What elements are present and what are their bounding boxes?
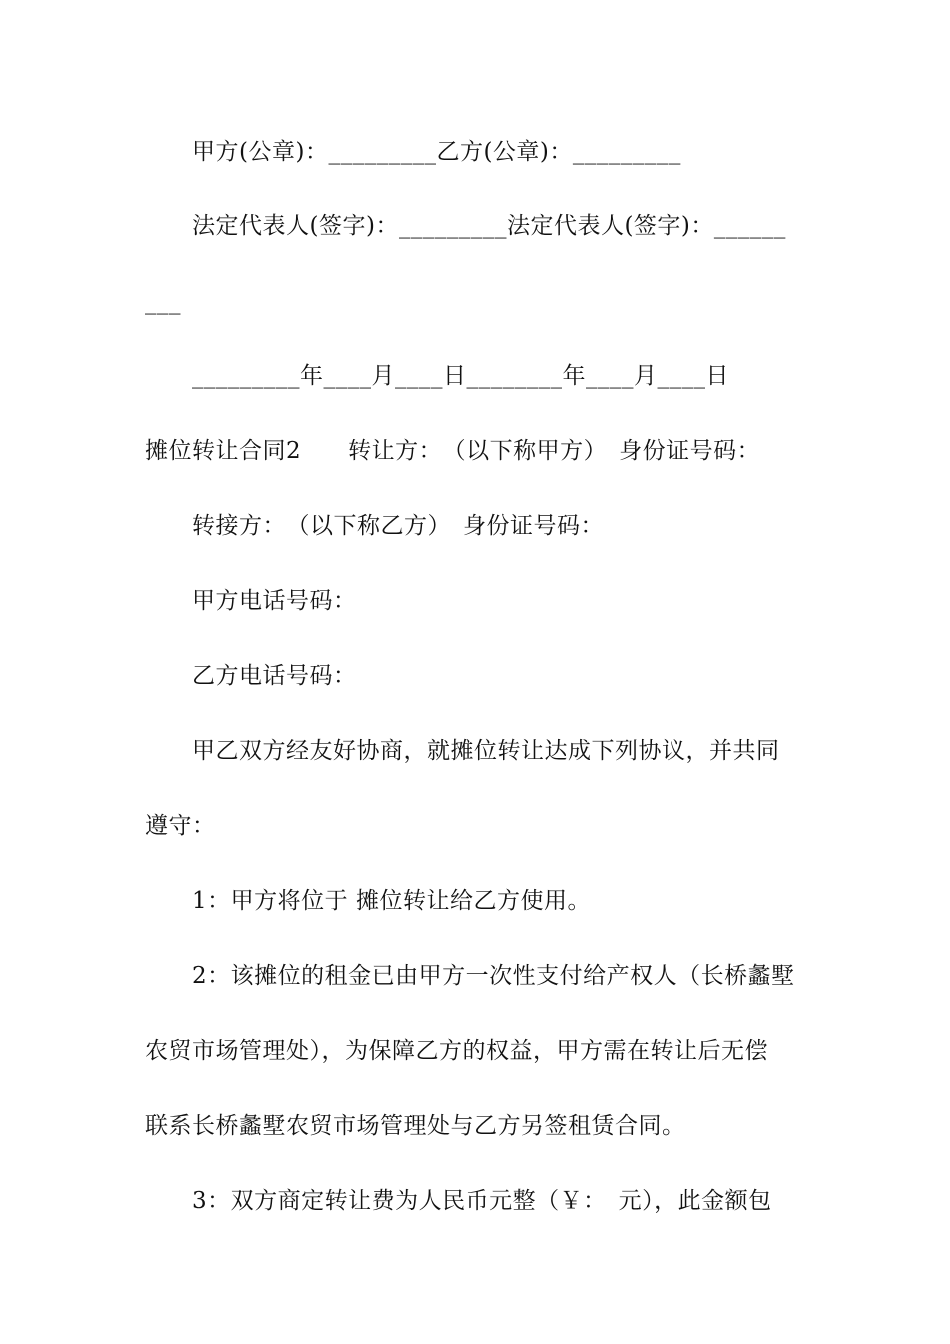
clause-2-line-1: 2：该摊位的租金已由甲方一次性支付给产权人（长桥蠡墅 — [192, 963, 795, 989]
transferee-line: 转接方： （以下称乙方） 身份证号码： — [192, 513, 604, 539]
agreement-intro-continuation: 遵守： — [145, 813, 216, 839]
party-a-phone-line: 甲方电话号码： — [192, 588, 357, 614]
clause-2-line-2: 农贸市场管理处），为保障乙方的权益，甲方需在转让后无偿 — [145, 1038, 768, 1064]
signature-line-seal: 甲方(公章)：_________乙方(公章)：_________ — [192, 139, 681, 165]
agreement-intro-line: 甲乙双方经友好协商，就摊位转让达成下列协议，并共同 — [192, 738, 780, 764]
contract-title-line: 摊位转让合同2 转让方： （以下称甲方） 身份证号码： — [145, 438, 761, 464]
signature-line-representative: 法定代表人(签字)：_________法定代表人(签字)：______ — [192, 213, 786, 239]
clause-2-line-3: 联系长桥蠡墅农贸市场管理处与乙方另签租赁合同。 — [145, 1113, 686, 1139]
party-b-phone-line: 乙方电话号码： — [192, 663, 357, 689]
date-line: _________年____月____日________年____月____日 — [192, 363, 729, 389]
signature-line-continuation: ___ — [145, 289, 181, 315]
clause-1: 1：甲方将位于 摊位转让给乙方使用。 — [192, 888, 591, 914]
clause-3-line-1: 3：双方商定转让费为人民币元整（￥： 元），此金额包 — [192, 1188, 772, 1214]
